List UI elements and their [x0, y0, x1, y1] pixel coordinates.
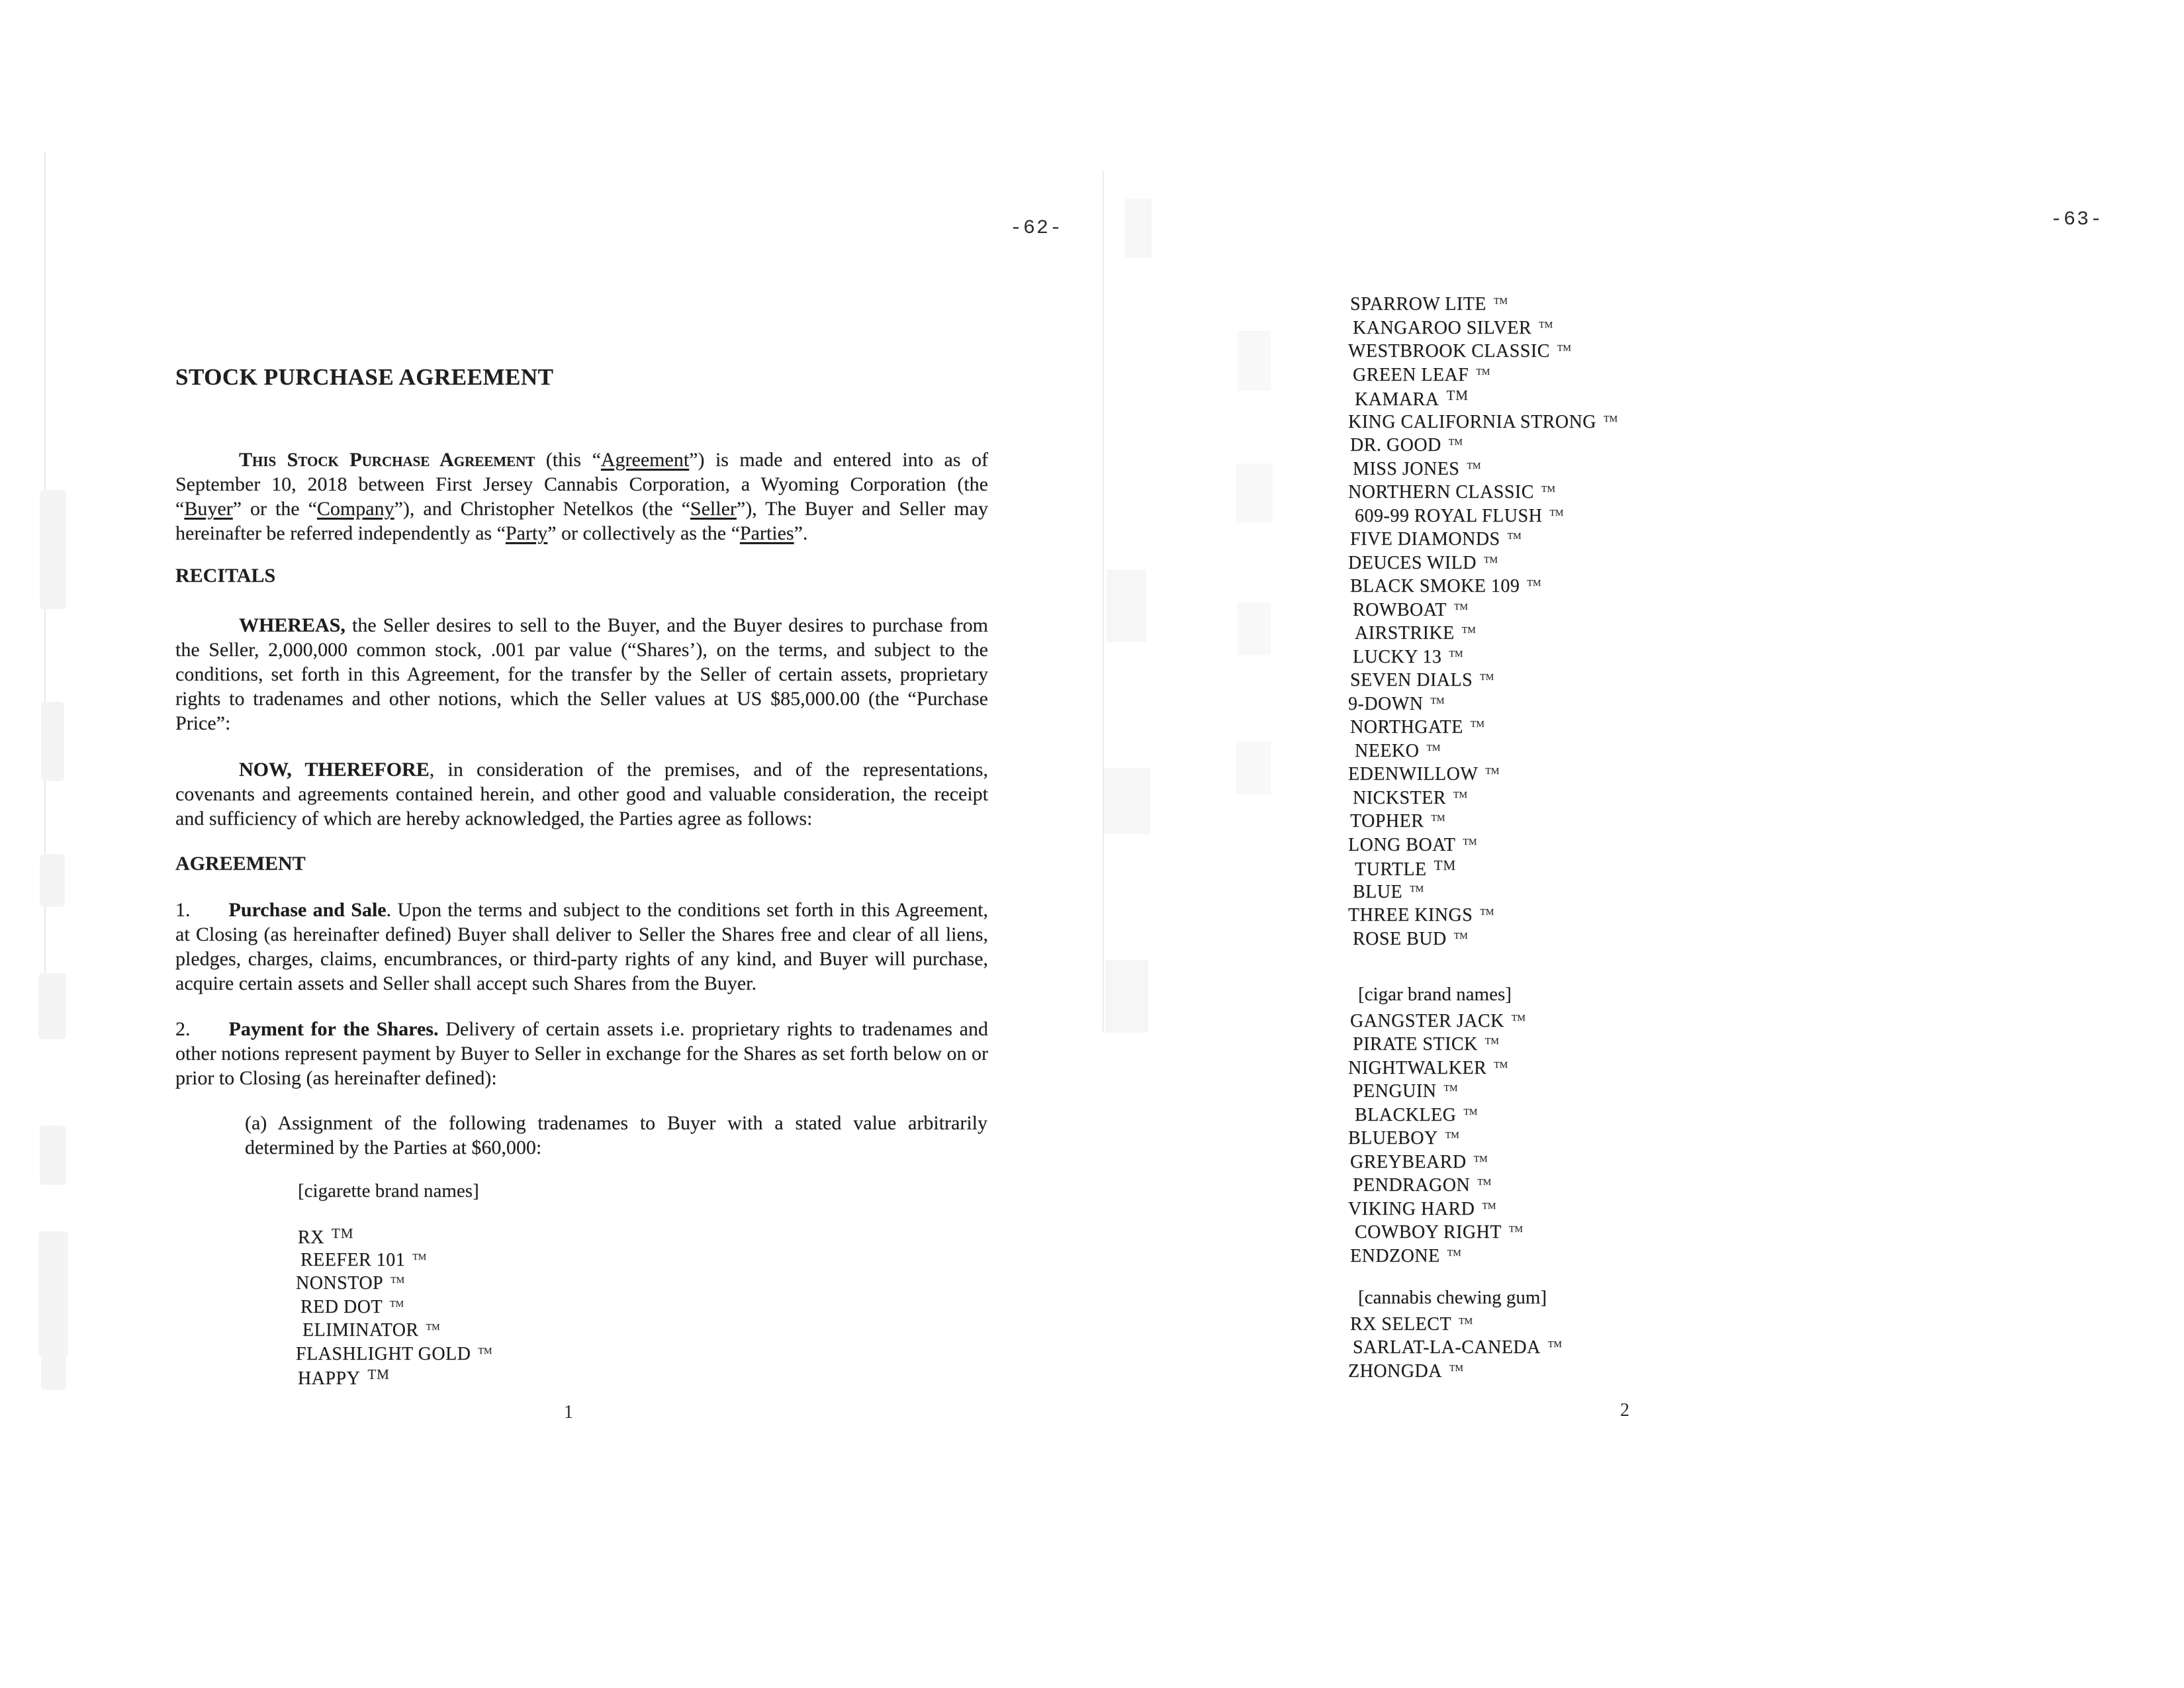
brand-item: RED DOT TM: [300, 1293, 492, 1317]
brand-item: LONG BOAT TM: [1348, 831, 1853, 855]
brand-item: NIGHTWALKER TM: [1348, 1054, 1853, 1078]
trademark-symbol: TM: [390, 1276, 405, 1286]
brand-item: WESTBROOK CLASSIC TM: [1348, 337, 1853, 361]
recitals-heading: RECITALS: [175, 565, 276, 586]
trademark-symbol: TM: [426, 1323, 440, 1333]
scan-smudge: [1105, 960, 1148, 1033]
trademark-symbol: TM: [367, 1366, 390, 1382]
brand-item: FLASHLIGHT GOLD TM: [296, 1340, 492, 1364]
brand-item: SEVEN DIALS TM: [1350, 666, 1853, 690]
brand-item: ZHONGDA TM: [1348, 1357, 1853, 1381]
brand-item: 609-99 ROYAL FLUSH TM: [1355, 502, 1853, 526]
document-title: STOCK PURCHASE AGREEMENT: [175, 364, 554, 390]
trademark-symbol: TM: [1447, 1248, 1461, 1258]
trademark-symbol: TM: [1493, 297, 1508, 306]
trademark-symbol: TM: [1426, 743, 1441, 753]
trademark-symbol: TM: [1453, 931, 1468, 941]
trademark-symbol: TM: [1459, 1316, 1473, 1327]
brand-item: RX SELECT TM: [1350, 1310, 1853, 1334]
scan-smudge: [1107, 569, 1146, 642]
brand-item: KING CALIFORNIA STRONG TM: [1348, 408, 1853, 432]
brand-item: KAMARA TM: [1355, 384, 1853, 408]
trademark-symbol: TM: [1473, 1154, 1488, 1164]
brand-item: PENGUIN TM: [1353, 1077, 1853, 1101]
scan-smudge: [1238, 602, 1271, 655]
agreement-heading: AGREEMENT: [175, 853, 306, 874]
trademark-symbol: TM: [1433, 857, 1457, 873]
brand-item: SARLAT-LA-CANEDA TM: [1353, 1333, 1853, 1357]
trademark-symbol: TM: [478, 1346, 492, 1356]
cigarette-brands-label: [cigarette brand names]: [298, 1180, 479, 1201]
scan-smudge: [40, 1125, 66, 1185]
brand-item: AIRSTRIKE TM: [1355, 619, 1853, 643]
trademark-symbol: TM: [1410, 884, 1424, 894]
trademark-symbol: TM: [1446, 387, 1469, 403]
trademark-symbol: TM: [1449, 1363, 1463, 1374]
trademark-symbol: TM: [1461, 626, 1476, 635]
intro-paragraph: This Stock Purchase Agreement (this “Agreement”) is made and entered into as of September 10, 2018 between First Jersey Cannabis Corporation, a Wyoming Corporation (the “Buyer” or the “Company”), and Christopher Netelkos (the “Seller”), The Buyer and Seller may hereinafter be referred independently as “Party” or collectively as the “Parties”.: [175, 449, 988, 544]
brand-item: ELIMINATOR TM: [302, 1316, 492, 1340]
purchase-and-sale-paragraph: 1. Purchase and Sale. Upon the terms and subject to the conditions set forth in this Agreement, at Closing (as hereinafter defined) Buyer shall deliver to Seller the Shares free and clear of all liens, pledges, charges, claims, encumbrances, or third-party rights of any kind, and Buyer will purchase, acquire certain assets and Seller shall accept such Shares from the Buyer.: [175, 899, 988, 994]
page-62-header: -62-: [1010, 217, 1064, 240]
trademark-symbol: TM: [1463, 1107, 1478, 1117]
brand-item: THREE KINGS TM: [1348, 901, 1853, 925]
trademark-symbol: TM: [1549, 508, 1564, 518]
brand-item: NORTHGATE TM: [1350, 713, 1853, 737]
trademark-symbol: TM: [1557, 344, 1571, 353]
page-1-number: 1: [564, 1402, 573, 1423]
brand-item: BLUE TM: [1353, 878, 1853, 902]
scan-smudge: [1104, 768, 1150, 834]
scan-smudge: [1238, 331, 1271, 391]
assignment-subparagraph: (a) Assignment of the following tradenames to Buyer with a stated value arbitrarily determined by the Parties at $60,000:: [245, 1112, 987, 1158]
trademark-symbol: TM: [1527, 579, 1541, 588]
trademark-symbol: TM: [1480, 673, 1494, 682]
trademark-symbol: TM: [1477, 1178, 1492, 1188]
brand-item: REEFER 101 TM: [300, 1246, 492, 1270]
brand-item: TOPHER TM: [1350, 807, 1853, 831]
scan-smudge: [38, 1231, 68, 1357]
brand-item: NEEKO TM: [1355, 737, 1853, 761]
brand-item: PENDRAGON TM: [1353, 1171, 1853, 1195]
brand-item: KANGAROO SILVER TM: [1353, 314, 1853, 338]
trademark-symbol: TM: [1511, 1013, 1525, 1023]
trademark-symbol: TM: [1448, 438, 1463, 447]
brand-item: BLACKLEG TM: [1355, 1101, 1853, 1125]
trademark-symbol: TM: [1541, 485, 1555, 494]
trademark-symbol: TM: [1547, 1340, 1562, 1350]
page-2-number: 2: [1620, 1400, 1629, 1421]
brand-item: ROSE BUD TM: [1353, 925, 1853, 949]
scan-smudge: [38, 973, 66, 1039]
scan-smudge: [40, 854, 65, 907]
scan-edge-line: [44, 152, 46, 1033]
brand-item: NONSTOP TM: [296, 1269, 492, 1293]
brand-name-column: [1350, 290, 1853, 1380]
cigarette-brand-list: [298, 1222, 492, 1387]
trademark-symbol: TM: [1470, 720, 1484, 729]
trademark-symbol: TM: [1467, 461, 1481, 471]
brand-item: GANGSTER JACK TM: [1350, 1007, 1853, 1031]
trademark-symbol: TM: [1453, 602, 1468, 612]
cigar-brand-list: [1350, 1007, 1853, 1266]
trademark-symbol: TM: [1463, 837, 1477, 847]
brand-item: TURTLE TM: [1355, 854, 1853, 878]
trademark-symbol: TM: [1484, 1037, 1499, 1047]
trademark-symbol: TM: [1508, 1225, 1523, 1235]
cigarette-brand-list-continued: [1350, 290, 1853, 948]
brand-item: HAPPY TM: [298, 1363, 492, 1387]
trademark-symbol: TM: [1483, 555, 1498, 565]
scan-smudge: [1236, 463, 1273, 523]
brand-item: MISS JONES TM: [1353, 455, 1853, 479]
trademark-symbol: TM: [1485, 767, 1500, 776]
brand-item: 9-DOWN TM: [1348, 690, 1853, 714]
scan-smudge: [41, 702, 64, 781]
scan-smudge: [1236, 741, 1271, 794]
trademark-symbol: TM: [1507, 532, 1522, 541]
trademark-symbol: TM: [1449, 649, 1463, 659]
gum-brands-label: [cannabis chewing gum]: [1358, 1287, 1547, 1308]
brand-item: RX TM: [298, 1222, 492, 1246]
brand-item: GREYBEARD TM: [1350, 1148, 1853, 1172]
trademark-symbol: TM: [390, 1299, 404, 1309]
scan-smudge: [41, 1350, 66, 1390]
brand-item: NICKSTER TM: [1353, 784, 1853, 808]
trademark-symbol: TM: [1445, 1131, 1459, 1141]
brand-item: LUCKY 13 TM: [1353, 643, 1853, 667]
payment-for-shares-paragraph: 2. Payment for the Shares. Delivery of certain assets i.e. proprietary rights to tradenames and other notions represent payment by Buyer to Seller in exchange for the Shares as set forth below on or prior to Closing (as hereinafter defined):: [175, 1018, 988, 1089]
gum-brand-list: [1350, 1310, 1853, 1381]
brand-item: DR. GOOD TM: [1350, 431, 1853, 455]
trademark-symbol: TM: [412, 1252, 427, 1262]
trademark-symbol: TM: [331, 1225, 354, 1241]
brand-item: PIRATE STICK TM: [1353, 1030, 1853, 1054]
brand-item: GREEN LEAF TM: [1353, 361, 1853, 385]
brand-item: VIKING HARD TM: [1348, 1195, 1853, 1219]
brand-item: FIVE DIAMONDS TM: [1350, 525, 1853, 549]
whereas-paragraph: WHEREAS, the Seller desires to sell to the Buyer, and the Buyer desires to purchase from the Seller, 2,000,000 common stock, .001 par value (“Shares’), on the terms, and subject to the conditions, set forth in this Agreement, for the transfer by the Seller of certain assets, proprietary rights to tradenames and other notions, which the Seller values at US $85,000.00 (the “Purchase Price”:: [175, 614, 988, 734]
page-63-header: -63-: [2050, 209, 2104, 231]
trademark-symbol: TM: [1494, 1060, 1508, 1070]
brand-item: BLACK SMOKE 109 TM: [1350, 572, 1853, 596]
brand-item: EDENWILLOW TM: [1348, 760, 1853, 784]
cigar-brands-label: [cigar brand names]: [1358, 984, 1512, 1005]
page-divider-line: [1103, 171, 1104, 1031]
trademark-symbol: TM: [1480, 908, 1494, 917]
trademark-symbol: TM: [1453, 790, 1467, 800]
trademark-symbol: TM: [1443, 1084, 1458, 1094]
brand-item: BLUEBOY TM: [1348, 1124, 1853, 1148]
scan-smudge: [1125, 199, 1152, 258]
brand-item: SPARROW LITE TM: [1350, 290, 1853, 314]
scan-smudge: [40, 490, 66, 609]
trademark-symbol: TM: [1476, 367, 1490, 377]
trademark-symbol: TM: [1430, 696, 1445, 706]
brand-item: DEUCES WILD TM: [1348, 549, 1853, 573]
trademark-symbol: TM: [1539, 320, 1553, 330]
brand-item: ENDZONE TM: [1350, 1242, 1853, 1266]
brand-item: COWBOY RIGHT TM: [1355, 1218, 1853, 1242]
trademark-symbol: TM: [1482, 1201, 1496, 1211]
trademark-symbol: TM: [1431, 814, 1445, 823]
brand-item: ROWBOAT TM: [1353, 596, 1853, 620]
now-therefore-paragraph: NOW, THEREFORE, in consideration of the premises, and of the representations, covenants and agreements contained herein, and other good and valuable consideration, the receipt and sufficiency of which are hereby acknowledged, the Parties agree as follows:: [175, 759, 988, 829]
trademark-symbol: TM: [1604, 414, 1618, 424]
brand-item: NORTHERN CLASSIC TM: [1348, 478, 1853, 502]
